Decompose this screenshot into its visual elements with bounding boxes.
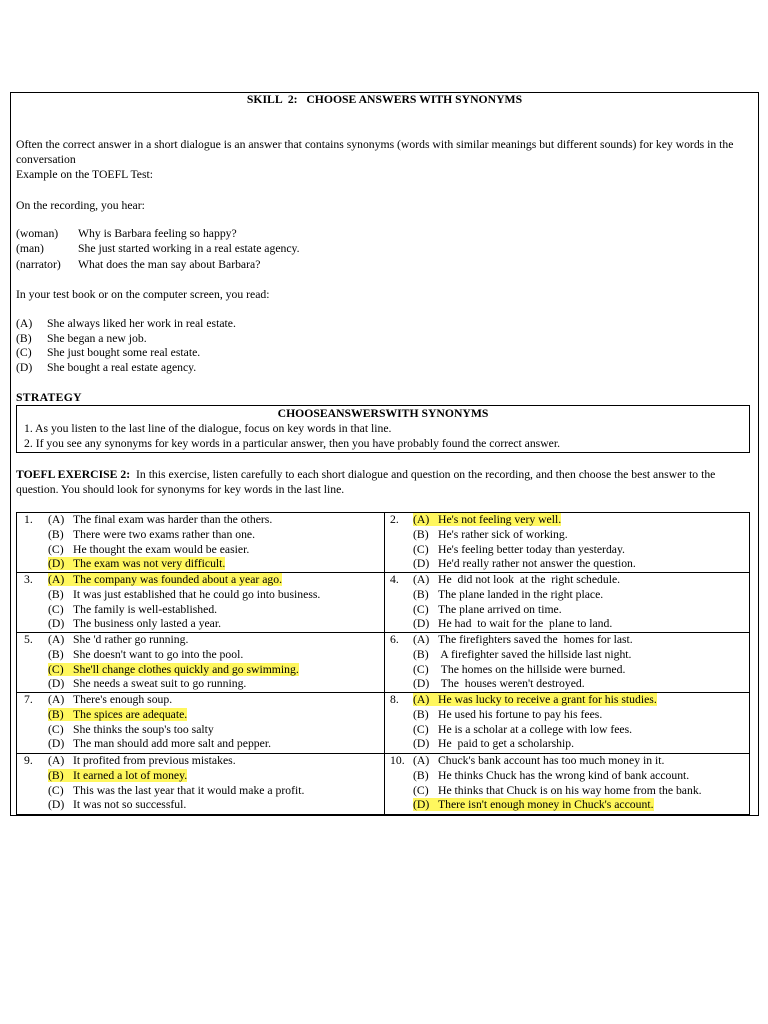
option-content	[48, 798, 186, 811]
option-content	[48, 754, 236, 767]
option-text: He thinks Chuck has the wrong kind of bank account.	[438, 768, 690, 782]
strategy-step: 1. As you listen to the last line of the dialogue, focus on key words in that line.	[24, 422, 392, 435]
choice-text: She bought a real estate agency.	[47, 361, 197, 375]
option-d	[17, 557, 384, 572]
option-letter: (C)	[48, 783, 64, 797]
option-text: The plane landed in the right place.	[438, 587, 604, 601]
strategy-heading: STRATEGY	[16, 391, 82, 404]
option-letter: (D)	[48, 798, 65, 812]
option-letter: (A)	[48, 573, 65, 586]
table-row	[17, 513, 749, 573]
option-letter: (D)	[48, 557, 65, 571]
option-letter: (A)	[413, 573, 430, 586]
option-content	[413, 513, 561, 526]
option-content	[48, 677, 246, 690]
option-content	[413, 528, 568, 541]
option-text: He's feeling better today than yesterday.	[438, 542, 625, 556]
choice-letter: (B)	[16, 331, 32, 345]
option-content	[413, 754, 664, 767]
option-letter: (B)	[48, 587, 64, 601]
option-text: He is a scholar at a college with low fees.	[438, 722, 633, 736]
question-number: 5.	[24, 633, 33, 646]
option-c	[17, 663, 384, 678]
dialogue-line	[16, 241, 300, 256]
option-a	[385, 754, 749, 769]
option-content	[413, 723, 632, 736]
option-b	[385, 648, 749, 663]
question-3	[17, 573, 384, 632]
option-d	[385, 737, 749, 752]
example-choice	[16, 361, 236, 376]
option-d	[17, 798, 384, 813]
dialogue-line	[16, 257, 300, 272]
option-b	[385, 708, 749, 723]
option-b	[385, 769, 749, 784]
speaker-label: (woman)	[16, 227, 59, 240]
option-text: He used his fortune to pay his fees.	[438, 707, 603, 721]
option-b	[385, 528, 749, 543]
option-content	[413, 708, 602, 721]
intro-paragraph: Often the correct answer in a short dialogue is an answer that contains synonyms (words with similar meanings but different sounds) for key words in the conversation	[16, 138, 734, 166]
option-text: She doesn't want to go into the pool.	[73, 647, 244, 661]
choice-letter: (A)	[16, 317, 33, 330]
option-letter: (C)	[413, 722, 429, 736]
question-2	[384, 513, 749, 572]
dialogue-text: What does the man say about Barbara?	[78, 257, 261, 271]
option-letter: (D)	[413, 617, 430, 631]
option-letter: (D)	[413, 737, 430, 751]
option-text: There isn't enough money in Chuck's account.	[438, 798, 654, 812]
option-text: The business only lasted a year.	[73, 617, 222, 631]
option-a	[17, 754, 384, 769]
option-text: There's enough soup.	[73, 693, 173, 706]
option-text: The plane arrived on time.	[438, 602, 562, 616]
option-content	[413, 784, 702, 797]
option-text: Chuck's bank account has too much money in it.	[438, 754, 665, 767]
option-content	[48, 617, 221, 630]
option-letter: (C)	[413, 602, 429, 616]
option-text: The firefighters saved the homes for last.	[438, 633, 633, 646]
option-letter: (A)	[48, 754, 65, 767]
option-content	[413, 603, 562, 616]
option-content	[413, 648, 631, 661]
option-a	[385, 693, 749, 708]
option-d	[17, 617, 384, 632]
option-letter: (A)	[48, 633, 65, 646]
question-number: 3.	[24, 573, 33, 586]
option-content	[48, 528, 255, 541]
option-content	[413, 543, 625, 556]
option-content	[48, 737, 271, 750]
option-text: She needs a sweat suit to go running.	[73, 677, 247, 691]
option-content	[48, 557, 225, 570]
option-b	[385, 588, 749, 603]
option-text: A firefighter saved the hillside last night.	[438, 647, 632, 661]
option-letter: (A)	[413, 633, 430, 646]
option-letter: (C)	[48, 602, 64, 616]
example-choice	[16, 332, 236, 347]
option-a	[385, 573, 749, 588]
option-letter: (B)	[413, 647, 429, 661]
option-c	[17, 603, 384, 618]
option-content	[413, 573, 620, 586]
question-9	[17, 754, 384, 814]
option-letter: (C)	[48, 542, 64, 556]
speaker-label: (man)	[16, 242, 44, 256]
option-content	[48, 663, 299, 676]
option-text: It profited from previous mistakes.	[73, 754, 236, 767]
question-number: 6.	[390, 633, 399, 646]
table-row	[17, 693, 749, 754]
option-letter: (D)	[48, 737, 65, 751]
option-text: The houses weren't destroyed.	[438, 677, 585, 691]
option-letter: (A)	[413, 754, 430, 767]
example-choices	[16, 317, 236, 376]
option-letter: (D)	[48, 617, 65, 631]
table-row	[17, 633, 749, 693]
option-text: The spices are adequate.	[73, 707, 188, 721]
option-c	[385, 663, 749, 678]
question-10	[384, 754, 749, 814]
option-a	[17, 513, 384, 528]
option-text: He had to wait for the plane to land.	[438, 617, 613, 631]
question-number: 1.	[24, 513, 33, 526]
option-text: It was not so successful.	[73, 798, 187, 812]
option-content	[413, 617, 612, 630]
option-content	[413, 693, 657, 706]
option-a	[17, 633, 384, 648]
option-letter: (A)	[48, 693, 65, 706]
recording-label: On the recording, you hear:	[16, 199, 145, 212]
choice-letter: (C)	[16, 346, 32, 360]
question-8	[384, 693, 749, 753]
option-c	[17, 784, 384, 799]
speaker-label: (narrator)	[16, 257, 61, 271]
question-5	[17, 633, 384, 692]
option-content	[48, 648, 243, 661]
option-d	[385, 677, 749, 692]
strategy-step: 2. If you see any synonyms for key words in a particular answer, then you have probably found the correct answer.	[24, 437, 561, 450]
skill-title: SKILL 2: CHOOSE ANSWERS WITH SYNONYMS	[246, 93, 523, 106]
choice-text: She began a new job.	[47, 331, 147, 345]
choice-text: She just bought some real estate.	[47, 346, 201, 360]
option-letter: (B)	[48, 647, 64, 661]
option-content	[48, 588, 320, 601]
option-b	[17, 528, 384, 543]
exercise-instructions	[16, 467, 750, 497]
option-letter: (A)	[413, 513, 430, 526]
option-b	[17, 588, 384, 603]
option-c	[385, 543, 749, 558]
option-text: The homes on the hillside were burned.	[438, 662, 626, 676]
dialogue-text: Why is Barbara feeling so happy?	[78, 227, 237, 240]
option-letter: (B)	[48, 707, 64, 721]
question-number: 9.	[24, 754, 33, 767]
example-label: Example on the TOEFL Test:	[16, 168, 154, 181]
option-d	[385, 798, 749, 813]
example-choice	[16, 346, 236, 361]
option-content	[48, 784, 304, 797]
option-text: The family is well-established.	[73, 602, 218, 616]
option-text: It earned a lot of money.	[73, 768, 188, 782]
question-6	[384, 633, 749, 692]
option-content	[48, 769, 187, 782]
option-text: He's rather sick of working.	[438, 527, 568, 541]
option-d	[385, 557, 749, 572]
option-text: He was lucky to receive a grant for his studies.	[438, 693, 657, 706]
question-7	[17, 693, 384, 753]
option-letter: (C)	[48, 662, 64, 676]
exercise-label: TOEFL EXERCISE 2:	[16, 468, 131, 481]
option-letter: (A)	[413, 693, 430, 706]
option-text: He did not look at the right schedule.	[438, 573, 621, 586]
option-d	[385, 617, 749, 632]
option-text: He's not feeling very well.	[438, 513, 562, 526]
question-1	[17, 513, 384, 572]
option-content	[48, 603, 217, 616]
option-text: She thinks the soup's too salty	[73, 722, 214, 736]
option-text: The man should add more salt and pepper.	[73, 737, 271, 751]
option-a	[385, 513, 749, 528]
option-letter: (C)	[48, 722, 64, 736]
option-content	[413, 633, 633, 646]
choice-letter: (D)	[16, 361, 33, 375]
option-letter: (D)	[413, 557, 430, 571]
question-number: 10.	[390, 754, 405, 767]
option-content	[48, 723, 214, 736]
option-letter: (C)	[413, 542, 429, 556]
question-number: 4.	[390, 573, 399, 586]
option-letter: (C)	[413, 662, 429, 676]
option-b	[17, 769, 384, 784]
option-b	[17, 708, 384, 723]
option-content	[48, 708, 187, 721]
table-row	[17, 754, 749, 814]
option-text: He thinks that Chuck is on his way home from the bank.	[438, 783, 702, 797]
option-content	[413, 769, 689, 782]
exercise-text: In this exercise, listen carefully to each short dialogue and question on the recording, and then choose the best answer to the question. You should look for synonyms for key words in the last line.	[16, 468, 716, 496]
option-text: He thought the exam would be easier.	[73, 542, 250, 556]
option-c	[385, 603, 749, 618]
option-content	[413, 663, 625, 676]
option-letter: (B)	[413, 587, 429, 601]
dialogue	[16, 226, 300, 272]
option-content	[413, 798, 654, 811]
option-content	[413, 557, 636, 570]
option-letter: (C)	[413, 783, 429, 797]
option-text: The exam was not very difficult.	[73, 557, 226, 571]
question-number: 8.	[390, 693, 399, 706]
option-letter: (D)	[413, 677, 430, 691]
option-text: The final exam was harder than the others.	[73, 513, 273, 526]
option-text: This was the last year that it would make a profit.	[73, 783, 305, 797]
option-text: The company was founded about a year ago.	[73, 573, 282, 586]
question-number: 2.	[390, 513, 399, 526]
option-a	[385, 633, 749, 648]
option-letter: (B)	[413, 707, 429, 721]
option-c	[17, 543, 384, 558]
option-text: He'd really rather not answer the question.	[438, 557, 636, 571]
option-content	[48, 573, 282, 586]
dialogue-text: She just started working in a real estate agency.	[78, 242, 300, 256]
option-content	[413, 677, 585, 690]
option-d	[17, 737, 384, 752]
read-label: In your test book or on the computer screen, you read:	[16, 288, 270, 301]
option-d	[17, 677, 384, 692]
exercise-table	[16, 512, 750, 815]
strategy-box	[16, 405, 750, 453]
option-content	[48, 693, 172, 706]
option-content	[48, 513, 272, 526]
table-row	[17, 573, 749, 633]
option-c	[385, 723, 749, 738]
option-content	[413, 737, 574, 750]
option-content	[413, 588, 603, 601]
option-letter: (B)	[48, 527, 64, 541]
question-number: 7.	[24, 693, 33, 706]
option-text: She'll change clothes quickly and go swimming.	[73, 662, 299, 676]
option-content	[48, 543, 249, 556]
option-b	[17, 648, 384, 663]
option-text: There were two exams rather than one.	[73, 527, 256, 541]
option-letter: (B)	[413, 527, 429, 541]
example-choice	[16, 317, 236, 332]
option-letter: (B)	[413, 768, 429, 782]
option-a	[17, 573, 384, 588]
option-text: She 'd rather go running.	[73, 633, 189, 646]
question-4	[384, 573, 749, 632]
option-letter: (D)	[48, 677, 65, 691]
strategy-box-title: CHOOSEANSWERSWITH SYNONYMS	[277, 407, 489, 420]
option-text: He paid to get a scholarship.	[438, 737, 574, 751]
option-c	[17, 723, 384, 738]
choice-text: She always liked her work in real estate.	[47, 317, 236, 330]
option-content	[48, 633, 188, 646]
option-a	[17, 693, 384, 708]
dialogue-line	[16, 226, 300, 241]
option-letter: (B)	[48, 768, 64, 782]
option-letter: (A)	[48, 513, 65, 526]
option-c	[385, 784, 749, 799]
option-letter: (D)	[413, 798, 430, 812]
option-text: It was just established that he could go into business.	[73, 587, 321, 601]
